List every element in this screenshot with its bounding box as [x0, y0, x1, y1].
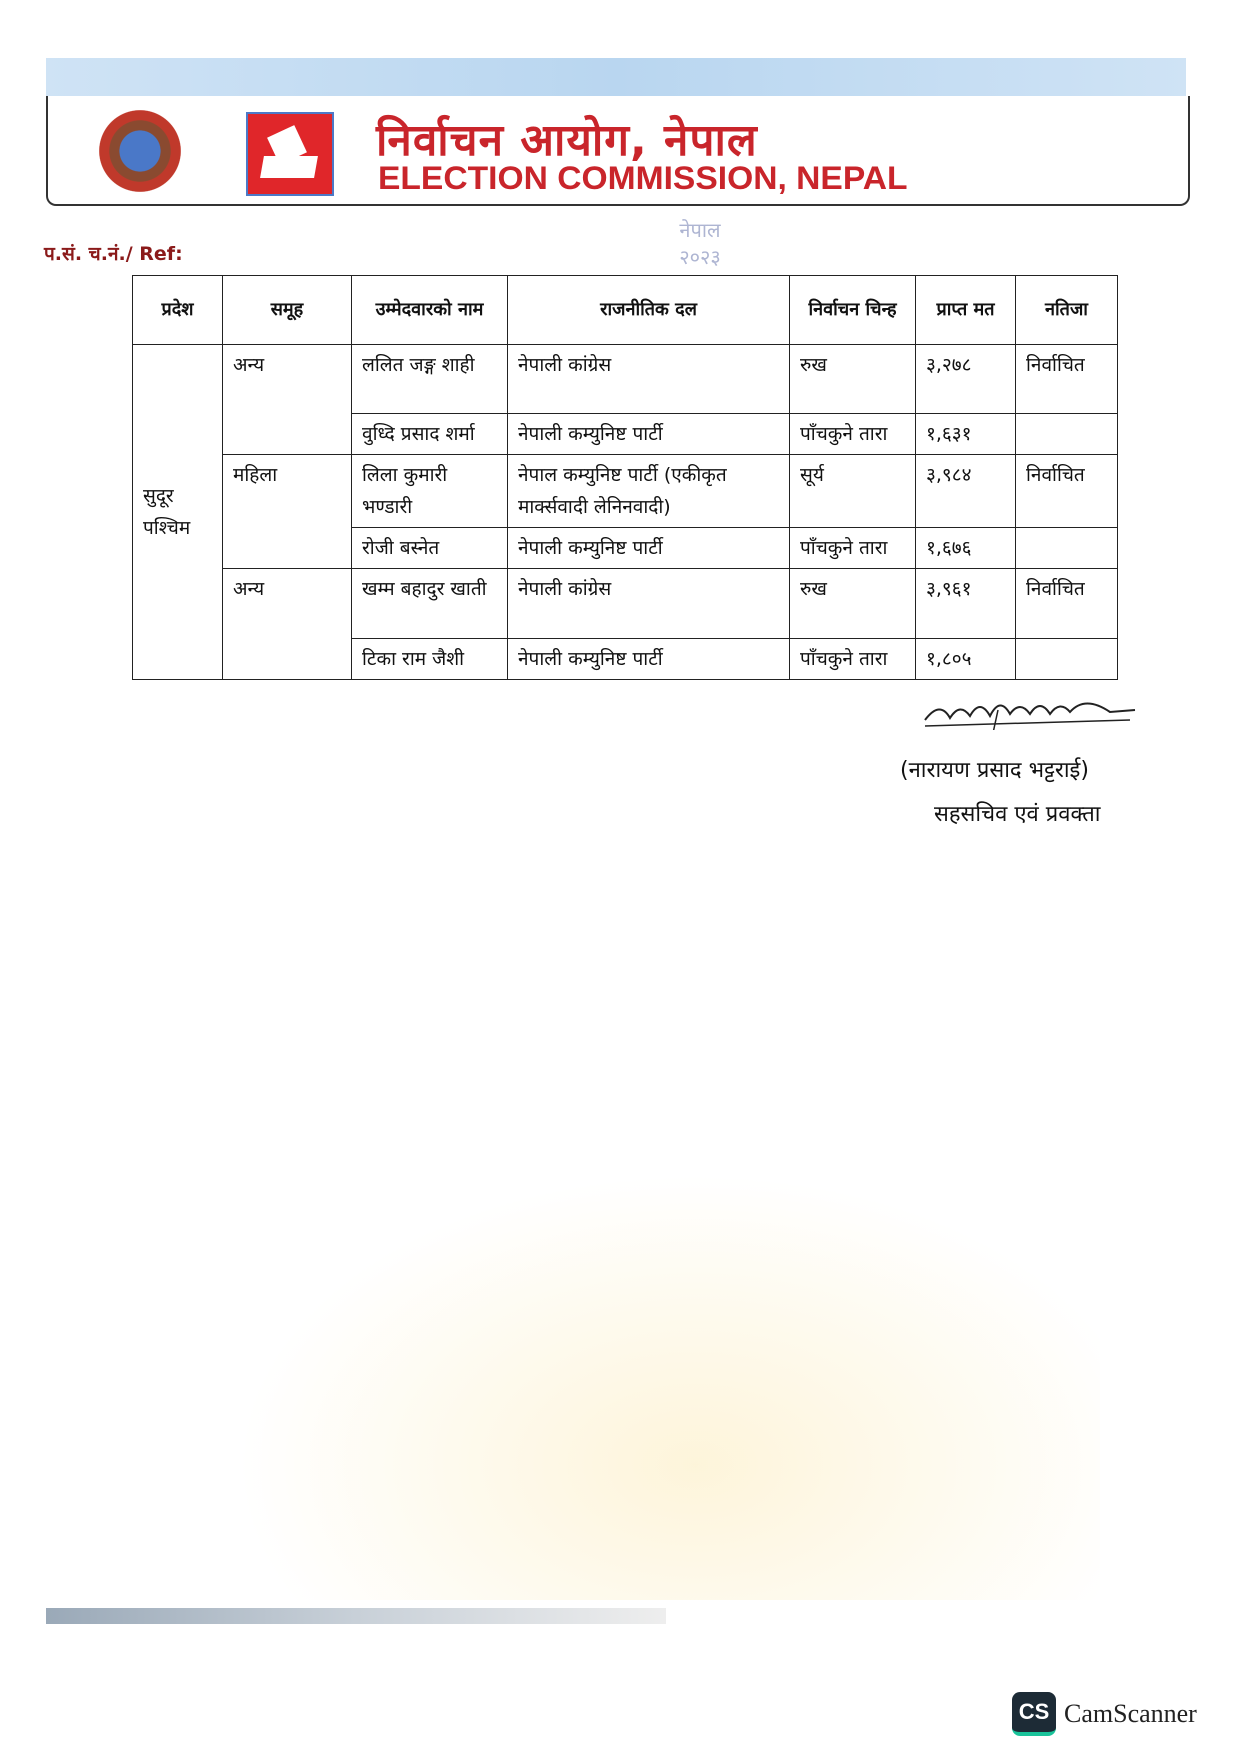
symbol-cell: पाँचकुने तारा [790, 639, 916, 680]
result-cell [1016, 639, 1118, 680]
stamp-year: २०२३ [679, 245, 721, 269]
result-cell [1016, 528, 1118, 569]
candidate-cell: रोजी बस्नेत [352, 528, 508, 569]
camscanner-watermark [1012, 1692, 1197, 1736]
header-votes: प्राप्त मत [916, 276, 1016, 345]
header-party: राजनीतिक दल [508, 276, 790, 345]
group-cell: अन्य [223, 345, 352, 455]
party-cell: नेपाली कम्युनिष्ट पार्टी [508, 414, 790, 455]
header-province: प्रदेश [133, 276, 223, 345]
group-cell: अन्य [223, 569, 352, 680]
party-cell: नेपाली कांग्रेस [508, 345, 790, 414]
symbol-cell: पाँचकुने तारा [790, 528, 916, 569]
symbol-cell: रुख [790, 569, 916, 639]
candidate-cell: टिका राम जैशी [352, 639, 508, 680]
signature [920, 690, 1140, 730]
camscanner-logo-icon: CS [1012, 1692, 1056, 1736]
stamp-text: नेपाल [679, 218, 721, 242]
party-cell: नेपाली कांग्रेस [508, 569, 790, 639]
title-english: ELECTION COMMISSION, NEPAL [378, 160, 908, 196]
header-candidate: उम्मेदवारको नाम [352, 276, 508, 345]
votes-cell: १,६३१ [916, 414, 1016, 455]
symbol-cell: रुख [790, 345, 916, 414]
result-cell: निर्वाचित [1016, 455, 1118, 528]
nepal-emblem-icon [88, 108, 192, 194]
result-cell: निर्वाचित [1016, 569, 1118, 639]
party-cell: नेपाल कम्युनिष्ट पार्टी (एकीकृत मार्क्सवादी लेनिनवादी) [508, 455, 790, 528]
party-cell: नेपाली कम्युनिष्ट पार्टी [508, 528, 790, 569]
title-nepali: निर्वाचन आयोग, नेपाल [376, 115, 758, 166]
group-cell: महिला [223, 455, 352, 569]
results-table [132, 275, 1118, 680]
scan-discoloration [200, 1150, 1100, 1600]
symbol-cell: सूर्य [790, 455, 916, 528]
province-cell: सुदूर पश्चिम [133, 345, 223, 680]
table-row [133, 455, 1118, 528]
candidate-cell: लिला कुमारी भण्डारी [352, 455, 508, 528]
ballot-box-logo-icon [246, 112, 334, 196]
table-row [133, 569, 1118, 639]
result-cell [1016, 414, 1118, 455]
votes-cell: ३,९६१ [916, 569, 1016, 639]
votes-cell: ३,२७८ [916, 345, 1016, 414]
votes-cell: १,८०५ [916, 639, 1016, 680]
reference-label: प.सं. च.नं./ Ref: [44, 243, 183, 265]
header-result: नतिजा [1016, 276, 1118, 345]
votes-cell: ३,९८४ [916, 455, 1016, 528]
signatory-name: (नारायण प्रसाद भट्टराई) [900, 758, 1089, 783]
official-stamp [640, 98, 760, 268]
footer-band [46, 1608, 666, 1624]
candidate-cell: खम्म बहादुर खाती [352, 569, 508, 639]
party-cell: नेपाली कम्युनिष्ट पार्टी [508, 639, 790, 680]
symbol-cell: पाँचकुने तारा [790, 414, 916, 455]
camscanner-label: CamScanner [1064, 1699, 1197, 1728]
votes-cell: १,६७६ [916, 528, 1016, 569]
table-header-row [133, 276, 1118, 345]
candidate-cell: वुध्दि प्रसाद शर्मा [352, 414, 508, 455]
result-cell: निर्वाचित [1016, 345, 1118, 414]
table-row [133, 345, 1118, 414]
header-symbol: निर्वाचन चिन्ह [790, 276, 916, 345]
signatory-title: सहसचिव एवं प्रवक्ता [934, 802, 1101, 827]
candidate-cell: ललित जङ्ग शाही [352, 345, 508, 414]
header-group: समूह [223, 276, 352, 345]
